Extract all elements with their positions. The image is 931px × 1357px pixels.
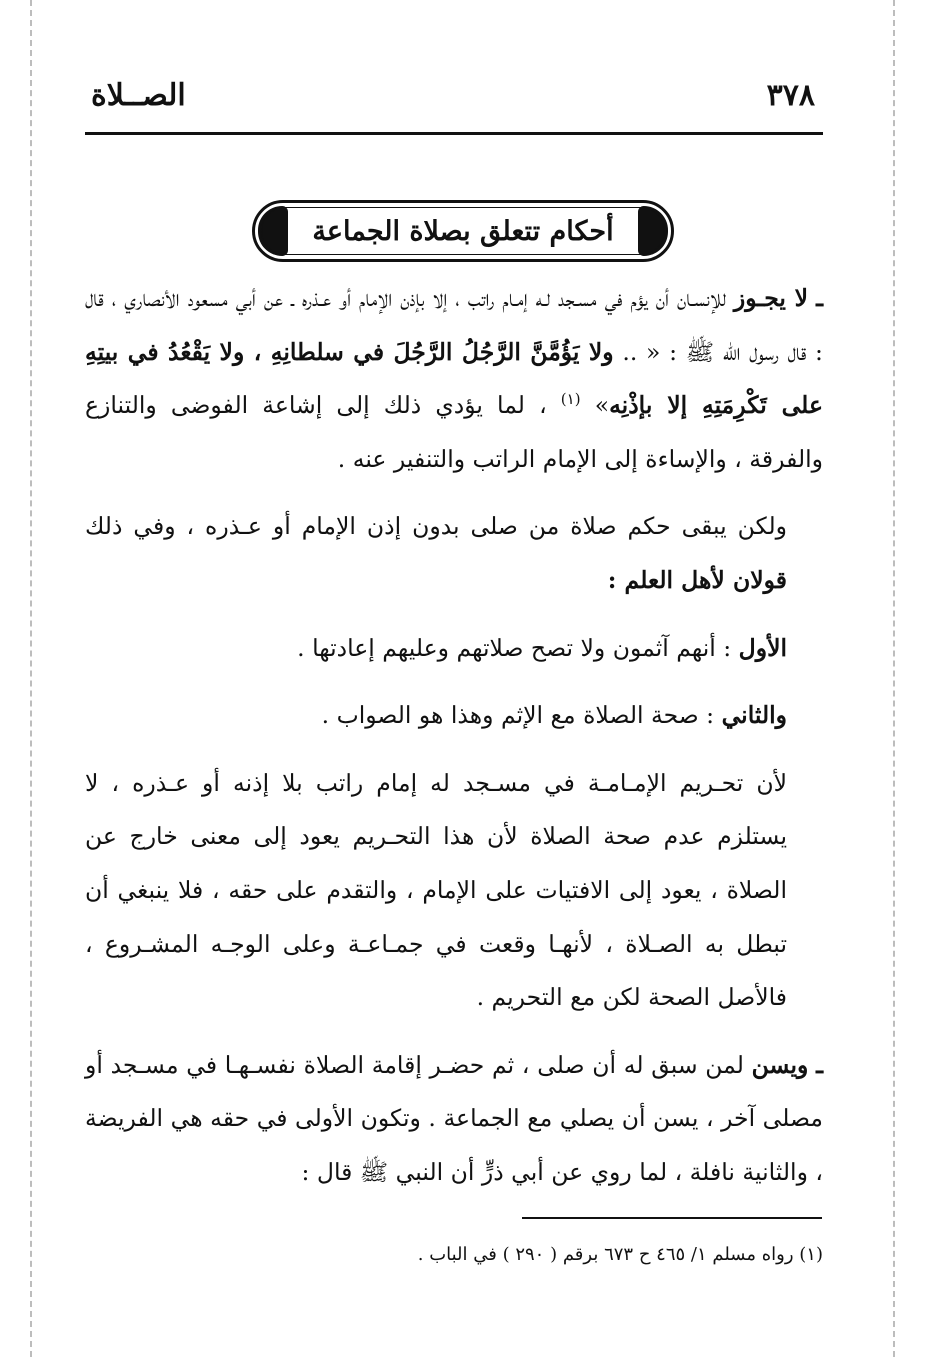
paragraph-text: : أنهم آثمون ولا تصح صلاتهم وعليهم إعادتها . xyxy=(297,633,739,662)
bold-lead: الأول xyxy=(738,633,787,662)
footnote-rule xyxy=(522,1217,822,1219)
paragraph-text: لأن تحـريم الإمـامـة في مسـجد له إمام راتب بلا إذنه أو عـذره ، لا يستلزم عدم صحة الصلاة لأن هذا التحـريم يعود إلى معنى خارج عن الصلاة ، يعود إلى الافتيات على الإمام ، والتقدم على حقه ، فلا ينبغي أن تبطل به الصـلاة ، لأنهـا وقعت في جمـاعـة وعلى الوجـه المشـروع ، فالأصل الصحة لكن مع التحريم . xyxy=(85,768,787,1012)
left-margin-dashes xyxy=(30,0,32,1357)
paragraph-6 xyxy=(85,1039,823,1200)
paragraph-text: للإنسـان أن يؤم في مسـجد لـه إمـام راتب ، إلا بإذن الإمام أو عـذره ـ عن أبي مسعود الأنصاري ، قال : قال رسول الله ﷺ : « .. xyxy=(85,284,823,366)
paragraph-text: ولكن يبقى حكم صلاة من صلى بدون إذن الإمام أو عـذره ، وفي ذلك xyxy=(85,512,787,541)
dash-marker: ـ xyxy=(816,1050,823,1079)
quote-close: » xyxy=(580,391,610,420)
paragraph-gap xyxy=(85,486,823,500)
paragraph-2 xyxy=(85,500,823,607)
right-margin-dashes xyxy=(893,0,895,1357)
paragraph-3 xyxy=(85,622,823,676)
section-title: أحكام تتعلق بصلاة الجماعة xyxy=(312,215,614,247)
bold-lead: والثاني xyxy=(721,701,787,730)
paragraph-4 xyxy=(85,689,823,743)
hadith-text: ولا يَؤُمَّنَّ الرَّجُلُ الرَّجُلَ في سلطانِهِ ، ولا يَقْعُدُ في بيتِهِ على تَكْرِمَتِهِ إلا بإذْنِه xyxy=(85,337,823,420)
footnote: (١) رواه مسلم ١/ ٤٦٥ ح ٦٧٣ برقم ( ٢٩٠ ) في الباب . xyxy=(417,1244,823,1265)
paragraph-gap xyxy=(85,675,823,689)
paragraph-text: ، لما يؤدي ذلك إلى إشاعة الفوضى والتنازع والفرقة ، والإساءة إلى الإمام الراتب والتنفير عنه . xyxy=(85,391,823,473)
running-title: الصــلاة xyxy=(91,78,186,113)
body-text xyxy=(85,272,823,1200)
section-title-frame xyxy=(252,200,674,262)
paragraph-gap xyxy=(85,608,823,622)
paragraph-gap xyxy=(85,1025,823,1039)
section-title-inner-frame xyxy=(261,207,665,255)
dash-marker: ـ xyxy=(816,284,823,312)
paragraph-gap xyxy=(85,743,823,757)
paragraph-1 xyxy=(85,272,823,486)
bold-phrase: قولان لأهل العلم : xyxy=(607,565,787,594)
page-header xyxy=(85,78,823,118)
paragraph-text: : صحة الصلاة مع الإثم وهذا هو الصواب . xyxy=(321,701,722,730)
paragraph-text: لمن سبق له أن صلى ، ثم حضـر إقامة الصلاة نفسـهـا في مسـجد أو مصلى آخر ، يسن أن يصلي مع الجماعة . وتكون الأولى في حقه هي الفريضة ، والثانية نافلة ، لما روي عن أبي ذرٍّ أن النبي ﷺ قال : xyxy=(85,1050,823,1186)
footnote-ref: (١) xyxy=(560,390,581,409)
page-number: ٣٧٨ xyxy=(766,78,815,113)
header-rule xyxy=(85,132,823,135)
bold-lead: لا يجـوز xyxy=(733,284,809,312)
paragraph-5 xyxy=(85,757,823,1025)
bold-lead: ويسن xyxy=(751,1050,809,1079)
